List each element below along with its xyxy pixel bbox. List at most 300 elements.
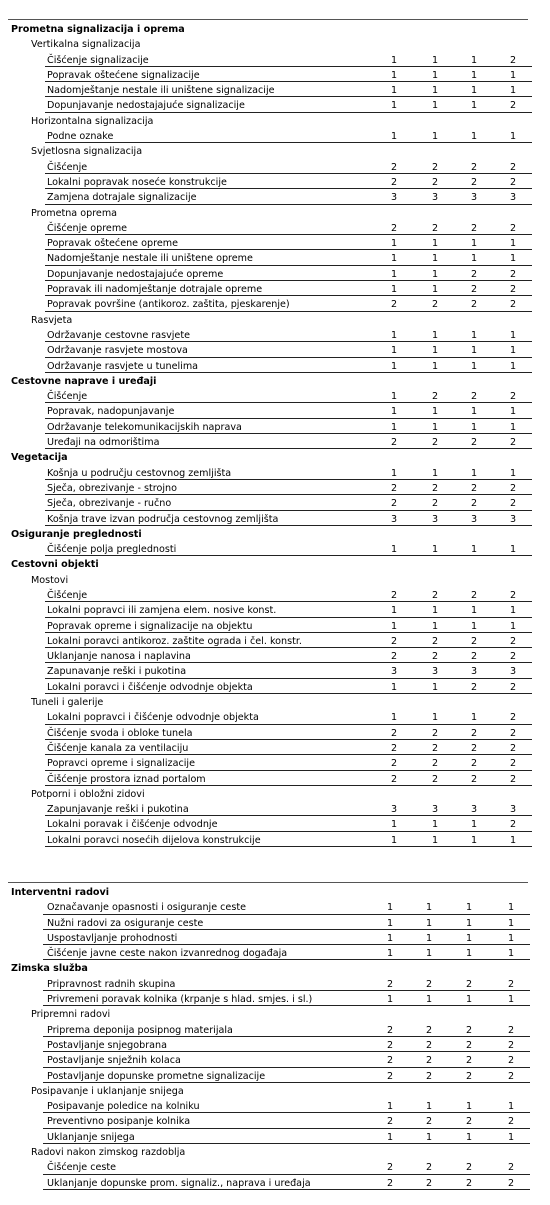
section-road-equipment-and-objects xyxy=(0,22,550,848)
priority-value-col-1: 1 xyxy=(390,544,398,556)
priority-value-col-3: 1 xyxy=(470,620,478,632)
priority-value-col-1: 1 xyxy=(390,681,398,693)
priority-value-col-1: 2 xyxy=(390,742,398,754)
priority-value-col-4: 1 xyxy=(509,360,517,372)
priority-value-col-2: 1 xyxy=(431,284,439,296)
row-label: Postavljanje snježnih kolaca xyxy=(47,1055,181,1067)
priority-value-col-2: 2 xyxy=(431,498,439,510)
priority-value-col-3: 2 xyxy=(470,284,478,296)
priority-value-col-2: 1 xyxy=(431,620,439,632)
subcategory-heading xyxy=(0,695,550,710)
priority-value-col-2: 2 xyxy=(431,727,439,739)
subcategory-heading xyxy=(0,787,550,802)
heading-label: Prometna oprema xyxy=(31,207,118,219)
priority-value-col-3: 2 xyxy=(465,978,473,990)
category-heading xyxy=(0,22,550,37)
heading-label: Vegetacija xyxy=(11,452,68,464)
priority-value-col-4: 1 xyxy=(507,948,515,960)
table-row xyxy=(0,1038,550,1053)
priority-value-col-2: 1 xyxy=(431,421,439,433)
priority-value-col-3: 1 xyxy=(470,712,478,724)
table-row xyxy=(0,53,550,68)
table-row xyxy=(0,129,550,144)
priority-value-col-1: 2 xyxy=(390,635,398,647)
table-row xyxy=(0,420,550,435)
priority-value-col-1: 1 xyxy=(390,620,398,632)
priority-value-col-3: 2 xyxy=(465,1039,473,1051)
priority-value-col-1: 2 xyxy=(390,758,398,770)
priority-value-col-1: 1 xyxy=(386,1131,394,1143)
subcategory-heading xyxy=(0,573,550,588)
table-row xyxy=(0,1114,550,1129)
priority-value-col-3: 1 xyxy=(470,69,478,81)
priority-value-col-2: 2 xyxy=(425,1070,433,1082)
row-label: Uređaji na odmorištima xyxy=(47,437,160,449)
table-row xyxy=(0,726,550,741)
row-label: Čišćenje svoda i obloke tunela xyxy=(47,727,193,739)
table-row xyxy=(0,992,550,1007)
priority-value-col-4: 1 xyxy=(509,467,517,479)
priority-value-col-1: 2 xyxy=(386,1024,394,1036)
priority-value-col-4: 3 xyxy=(509,666,517,678)
table-row xyxy=(0,946,550,961)
priority-value-col-2: 2 xyxy=(431,391,439,403)
row-label: Dopunjavanje nedostajajuće signalizacije xyxy=(47,100,245,112)
table-row xyxy=(0,772,550,787)
priority-value-col-1: 2 xyxy=(390,773,398,785)
priority-value-col-4: 2 xyxy=(509,681,517,693)
table-row xyxy=(0,160,550,175)
priority-value-col-1: 2 xyxy=(390,589,398,601)
priority-value-col-2: 2 xyxy=(431,635,439,647)
priority-value-col-3: 2 xyxy=(465,1177,473,1189)
priority-value-col-4: 3 xyxy=(509,804,517,816)
row-label: Čišćenje xyxy=(47,589,88,601)
row-label: Popravak opreme i signalizacije na objektu xyxy=(47,620,253,632)
priority-value-col-4: 3 xyxy=(509,513,517,525)
table-row xyxy=(0,603,550,618)
priority-value-col-2: 1 xyxy=(425,1131,433,1143)
priority-value-col-1: 1 xyxy=(390,712,398,724)
category-heading xyxy=(0,885,550,900)
priority-value-col-3: 1 xyxy=(470,329,478,341)
table-row xyxy=(0,83,550,98)
priority-value-col-3: 2 xyxy=(470,773,478,785)
row-label: Popravak, nadopunjavanje xyxy=(47,406,175,418)
table-row xyxy=(0,435,550,450)
table-row xyxy=(0,1053,550,1068)
priority-value-col-4: 2 xyxy=(509,299,517,311)
priority-value-col-2: 2 xyxy=(431,651,439,663)
row-label: Popravci opreme i signalizacije xyxy=(47,758,195,770)
priority-value-col-2: 3 xyxy=(431,804,439,816)
table-row xyxy=(0,328,550,343)
priority-value-col-4: 2 xyxy=(509,437,517,449)
priority-value-col-4: 1 xyxy=(509,253,517,265)
table-row xyxy=(0,833,550,848)
priority-value-col-2: 3 xyxy=(431,513,439,525)
priority-value-col-2: 2 xyxy=(431,589,439,601)
priority-value-col-3: 2 xyxy=(470,651,478,663)
priority-value-col-2: 2 xyxy=(431,437,439,449)
subcategory-heading xyxy=(0,114,550,129)
row-label: Lokalni popravak noseće konstrukcije xyxy=(47,176,227,188)
priority-value-col-2: 2 xyxy=(431,176,439,188)
priority-value-col-1: 2 xyxy=(386,1162,394,1174)
priority-value-col-2: 3 xyxy=(431,192,439,204)
priority-value-col-1: 3 xyxy=(390,192,398,204)
priority-value-col-2: 1 xyxy=(431,268,439,280)
priority-value-col-1: 2 xyxy=(386,1055,394,1067)
priority-value-col-3: 2 xyxy=(465,1070,473,1082)
row-label: Lokalni poravci i čišćenje odvodnje objekta xyxy=(47,681,253,693)
priority-value-col-3: 1 xyxy=(470,85,478,97)
priority-value-col-4: 2 xyxy=(509,161,517,173)
priority-value-col-1: 1 xyxy=(386,948,394,960)
priority-value-col-3: 1 xyxy=(465,917,473,929)
priority-value-col-3: 2 xyxy=(470,758,478,770)
row-label: Održavanje rasvjete mostova xyxy=(47,345,188,357)
priority-value-col-4: 1 xyxy=(509,329,517,341)
row-label: Označavanje opasnosti i osiguranje ceste xyxy=(47,902,246,914)
priority-value-col-4: 2 xyxy=(507,1024,515,1036)
priority-value-col-1: 1 xyxy=(390,131,398,143)
priority-value-col-1: 1 xyxy=(386,902,394,914)
priority-value-col-1: 1 xyxy=(390,605,398,617)
priority-value-col-1: 1 xyxy=(390,100,398,112)
row-label: Uklanjanje nanosa i naplavina xyxy=(47,651,191,663)
priority-value-col-4: 1 xyxy=(509,421,517,433)
priority-value-col-2: 1 xyxy=(425,948,433,960)
priority-value-col-4: 1 xyxy=(507,1101,515,1113)
priority-value-col-2: 1 xyxy=(431,54,439,66)
priority-value-col-4: 2 xyxy=(509,773,517,785)
heading-label: Tuneli i galerije xyxy=(31,697,104,709)
priority-value-col-3: 1 xyxy=(470,253,478,265)
table-row xyxy=(0,1069,550,1084)
row-label: Privremeni poravak kolnika (krpanje s hlad. smjes. i sl.) xyxy=(47,994,313,1006)
priority-value-col-2: 3 xyxy=(431,666,439,678)
priority-value-col-3: 2 xyxy=(470,742,478,754)
subcategory-heading xyxy=(0,1084,550,1099)
priority-value-col-3: 2 xyxy=(470,391,478,403)
priority-value-col-4: 2 xyxy=(509,176,517,188)
table-row xyxy=(0,98,550,113)
priority-value-col-3: 3 xyxy=(470,192,478,204)
priority-value-col-2: 1 xyxy=(431,834,439,846)
priority-value-col-1: 2 xyxy=(386,1070,394,1082)
priority-value-col-1: 1 xyxy=(390,85,398,97)
heading-label: Mostovi xyxy=(31,574,69,586)
priority-value-col-4: 1 xyxy=(509,834,517,846)
priority-value-col-4: 2 xyxy=(509,391,517,403)
table-row xyxy=(0,190,550,205)
priority-value-col-4: 1 xyxy=(509,605,517,617)
priority-value-col-2: 2 xyxy=(431,482,439,494)
priority-value-col-3: 1 xyxy=(465,932,473,944)
priority-value-col-4: 2 xyxy=(509,222,517,234)
table-row xyxy=(0,916,550,931)
priority-value-col-3: 1 xyxy=(465,1101,473,1113)
priority-value-col-3: 1 xyxy=(470,345,478,357)
row-label: Uklanjanje dopunske prom. signaliz., naprava i uređaja xyxy=(47,1177,311,1189)
priority-value-col-3: 2 xyxy=(470,635,478,647)
category-heading xyxy=(0,557,550,572)
table-row xyxy=(0,664,550,679)
priority-value-col-4: 2 xyxy=(507,1055,515,1067)
priority-value-col-2: 1 xyxy=(431,605,439,617)
table-row xyxy=(0,741,550,756)
priority-value-col-4: 1 xyxy=(507,917,515,929)
row-label: Sječa, obrezivanje - strojno xyxy=(47,482,177,494)
heading-label: Svjetlosna signalizacija xyxy=(31,146,143,158)
table-row xyxy=(0,496,550,511)
priority-value-col-1: 1 xyxy=(390,360,398,372)
priority-value-col-2: 1 xyxy=(431,238,439,250)
row-label: Održavanje rasvjete u tunelima xyxy=(47,360,199,372)
priority-value-col-1: 2 xyxy=(390,498,398,510)
priority-value-col-4: 1 xyxy=(509,69,517,81)
table-row xyxy=(0,221,550,236)
row-label: Čišćenje javne ceste nakon izvanrednog događaja xyxy=(47,948,288,960)
priority-value-col-2: 1 xyxy=(431,69,439,81)
priority-value-col-4: 1 xyxy=(509,620,517,632)
priority-value-col-4: 1 xyxy=(507,932,515,944)
table-row xyxy=(0,1099,550,1114)
table-row xyxy=(0,404,550,419)
table-row xyxy=(0,481,550,496)
priority-value-col-4: 2 xyxy=(507,978,515,990)
priority-value-col-3: 2 xyxy=(470,681,478,693)
category-heading xyxy=(0,374,550,389)
priority-value-col-1: 1 xyxy=(390,467,398,479)
priority-value-col-3: 2 xyxy=(465,1162,473,1174)
priority-value-col-3: 1 xyxy=(470,406,478,418)
priority-value-col-3: 2 xyxy=(465,1024,473,1036)
priority-value-col-1: 1 xyxy=(390,819,398,831)
priority-value-col-2: 1 xyxy=(425,1101,433,1113)
priority-value-col-2: 1 xyxy=(431,360,439,372)
heading-label: Rasvjeta xyxy=(31,314,73,326)
priority-value-col-4: 2 xyxy=(509,498,517,510)
priority-value-col-2: 1 xyxy=(431,329,439,341)
table-row xyxy=(0,175,550,190)
priority-value-col-1: 1 xyxy=(390,268,398,280)
priority-value-col-2: 2 xyxy=(431,299,439,311)
row-label: Postavljanje dopunske prometne signalizacije xyxy=(47,1070,266,1082)
row-label: Popravak oštećene signalizacije xyxy=(47,69,200,81)
priority-value-col-4: 1 xyxy=(507,1131,515,1143)
priority-value-col-2: 2 xyxy=(425,1116,433,1128)
priority-value-col-2: 2 xyxy=(431,742,439,754)
priority-value-col-1: 3 xyxy=(390,513,398,525)
subcategory-heading xyxy=(0,206,550,221)
table-row xyxy=(0,649,550,664)
priority-value-col-1: 2 xyxy=(390,651,398,663)
priority-value-col-4: 1 xyxy=(509,544,517,556)
priority-value-col-4: 1 xyxy=(509,406,517,418)
row-label: Košnja trave izvan područja cestovnog zemljišta xyxy=(47,513,279,525)
priority-value-col-1: 1 xyxy=(390,834,398,846)
subcategory-heading xyxy=(0,144,550,159)
priority-value-col-1: 2 xyxy=(390,161,398,173)
row-label: Popravak površine (antikoroz. zaštita, pjeskarenje) xyxy=(47,299,290,311)
priority-value-col-2: 1 xyxy=(425,917,433,929)
priority-value-col-3: 2 xyxy=(470,589,478,601)
priority-value-col-1: 1 xyxy=(390,54,398,66)
priority-value-col-3: 1 xyxy=(470,819,478,831)
table-row xyxy=(0,267,550,282)
row-label: Nadomještanje nestale ili uništene opreme xyxy=(47,253,253,265)
priority-value-col-3: 1 xyxy=(465,994,473,1006)
priority-value-col-1: 1 xyxy=(390,421,398,433)
priority-value-col-2: 1 xyxy=(431,253,439,265)
priority-value-col-2: 2 xyxy=(425,1055,433,1067)
row-label: Zapunavanje reški i pukotina xyxy=(47,666,187,678)
priority-value-col-3: 2 xyxy=(470,437,478,449)
row-label: Nadomještanje nestale ili uništene signalizacije xyxy=(47,85,275,97)
priority-value-col-4: 2 xyxy=(509,635,517,647)
table-top-rule xyxy=(8,19,528,20)
priority-value-col-2: 2 xyxy=(431,758,439,770)
priority-value-col-3: 1 xyxy=(470,100,478,112)
priority-value-col-1: 1 xyxy=(390,406,398,418)
row-label: Lokalni poravak i čišćenje odvodnje xyxy=(47,819,218,831)
priority-value-col-2: 1 xyxy=(431,712,439,724)
priority-value-col-2: 1 xyxy=(431,345,439,357)
priority-value-col-2: 1 xyxy=(431,544,439,556)
heading-label: Horizontalna signalizacija xyxy=(31,115,154,127)
priority-value-col-2: 1 xyxy=(431,85,439,97)
priority-value-col-3: 1 xyxy=(465,1131,473,1143)
priority-value-col-2: 2 xyxy=(425,978,433,990)
priority-value-col-1: 2 xyxy=(390,222,398,234)
priority-value-col-2: 1 xyxy=(431,100,439,112)
priority-value-col-3: 2 xyxy=(470,176,478,188)
row-label: Čišćenje xyxy=(47,391,88,403)
priority-value-col-4: 1 xyxy=(509,345,517,357)
priority-value-col-4: 1 xyxy=(509,85,517,97)
priority-value-col-2: 1 xyxy=(431,681,439,693)
table-top-rule xyxy=(8,882,528,883)
table-row xyxy=(0,512,550,527)
priority-value-col-2: 2 xyxy=(425,1177,433,1189)
priority-value-col-2: 2 xyxy=(431,161,439,173)
row-label: Održavanje cestovne rasvjete xyxy=(47,329,191,341)
row-label: Čišćenje opreme xyxy=(47,222,128,234)
category-heading xyxy=(0,450,550,465)
priority-value-col-1: 2 xyxy=(390,482,398,494)
row-label: Uspostavljanje prohodnosti xyxy=(47,932,178,944)
priority-value-col-3: 3 xyxy=(470,666,478,678)
row-label: Nužni radovi za osiguranje ceste xyxy=(47,917,204,929)
priority-value-col-4: 2 xyxy=(507,1177,515,1189)
priority-value-col-1: 1 xyxy=(390,391,398,403)
priority-value-col-1: 2 xyxy=(390,727,398,739)
table-row xyxy=(0,251,550,266)
priority-value-col-4: 2 xyxy=(507,1162,515,1174)
priority-value-col-4: 1 xyxy=(509,131,517,143)
priority-value-col-4: 2 xyxy=(509,482,517,494)
priority-value-col-3: 1 xyxy=(470,544,478,556)
priority-value-col-1: 2 xyxy=(386,978,394,990)
priority-value-col-3: 1 xyxy=(470,605,478,617)
priority-value-col-2: 1 xyxy=(431,131,439,143)
priority-value-col-4: 2 xyxy=(509,712,517,724)
priority-value-col-3: 3 xyxy=(470,513,478,525)
subcategory-heading xyxy=(0,1145,550,1160)
priority-value-col-3: 1 xyxy=(470,360,478,372)
priority-value-col-2: 1 xyxy=(425,932,433,944)
heading-label: Cestovni objekti xyxy=(11,559,99,571)
row-label: Pripravnost radnih skupina xyxy=(47,978,176,990)
priority-value-col-4: 2 xyxy=(509,742,517,754)
priority-value-col-3: 2 xyxy=(470,498,478,510)
table-row xyxy=(0,297,550,312)
table-row xyxy=(0,1176,550,1191)
priority-value-col-3: 1 xyxy=(470,238,478,250)
heading-label: Vertikalna signalizacija xyxy=(31,39,141,51)
priority-value-col-3: 2 xyxy=(470,727,478,739)
priority-value-col-1: 2 xyxy=(386,1177,394,1189)
priority-value-col-2: 2 xyxy=(425,1039,433,1051)
priority-value-col-2: 1 xyxy=(431,467,439,479)
row-label: Podne oznake xyxy=(47,131,114,143)
row-label: Zapunjavanje reški i pukotina xyxy=(47,804,189,816)
heading-label: Zimska služba xyxy=(11,963,88,975)
row-label: Lokalni poravci antikoroz. zaštite ograda i čel. konstr. xyxy=(47,635,302,647)
priority-value-col-3: 2 xyxy=(465,1116,473,1128)
priority-value-col-3: 1 xyxy=(470,467,478,479)
row-label: Popravak oštećene opreme xyxy=(47,238,178,250)
priority-value-col-1: 2 xyxy=(390,437,398,449)
priority-value-col-4: 2 xyxy=(509,284,517,296)
priority-value-col-1: 1 xyxy=(390,284,398,296)
priority-value-col-1: 1 xyxy=(390,69,398,81)
priority-value-col-4: 2 xyxy=(509,651,517,663)
priority-value-col-2: 2 xyxy=(425,1024,433,1036)
row-label: Čišćenje signalizacije xyxy=(47,54,149,66)
heading-label: Posipavanje i uklanjanje snijega xyxy=(31,1085,184,1097)
priority-value-col-1: 1 xyxy=(386,932,394,944)
priority-value-col-2: 2 xyxy=(425,1162,433,1174)
table-row xyxy=(0,343,550,358)
table-row xyxy=(0,1023,550,1038)
row-label: Čišćenje prostora iznad portalom xyxy=(47,773,206,785)
table-row xyxy=(0,466,550,481)
row-label: Uklanjanje snijega xyxy=(47,1131,135,1143)
priority-value-col-3: 2 xyxy=(470,161,478,173)
priority-value-col-3: 2 xyxy=(470,299,478,311)
row-label: Čišćenje xyxy=(47,161,88,173)
priority-value-col-3: 2 xyxy=(470,482,478,494)
priority-value-col-4: 2 xyxy=(507,1116,515,1128)
priority-value-col-4: 2 xyxy=(509,758,517,770)
table-row xyxy=(0,817,550,832)
row-label: Posipavanje poledice na kolniku xyxy=(47,1101,200,1113)
priority-value-col-4: 2 xyxy=(509,819,517,831)
heading-label: Radovi nakon zimskog razdoblja xyxy=(31,1147,186,1159)
row-label: Zamjena dotrajale signalizacije xyxy=(47,192,197,204)
priority-value-col-3: 1 xyxy=(465,948,473,960)
subcategory-heading xyxy=(0,37,550,52)
priority-value-col-4: 1 xyxy=(509,238,517,250)
section-intervention-and-winter-service xyxy=(0,885,550,1191)
priority-value-col-1: 3 xyxy=(390,666,398,678)
priority-value-col-4: 2 xyxy=(509,727,517,739)
table-row xyxy=(0,1130,550,1145)
priority-value-col-2: 1 xyxy=(425,902,433,914)
